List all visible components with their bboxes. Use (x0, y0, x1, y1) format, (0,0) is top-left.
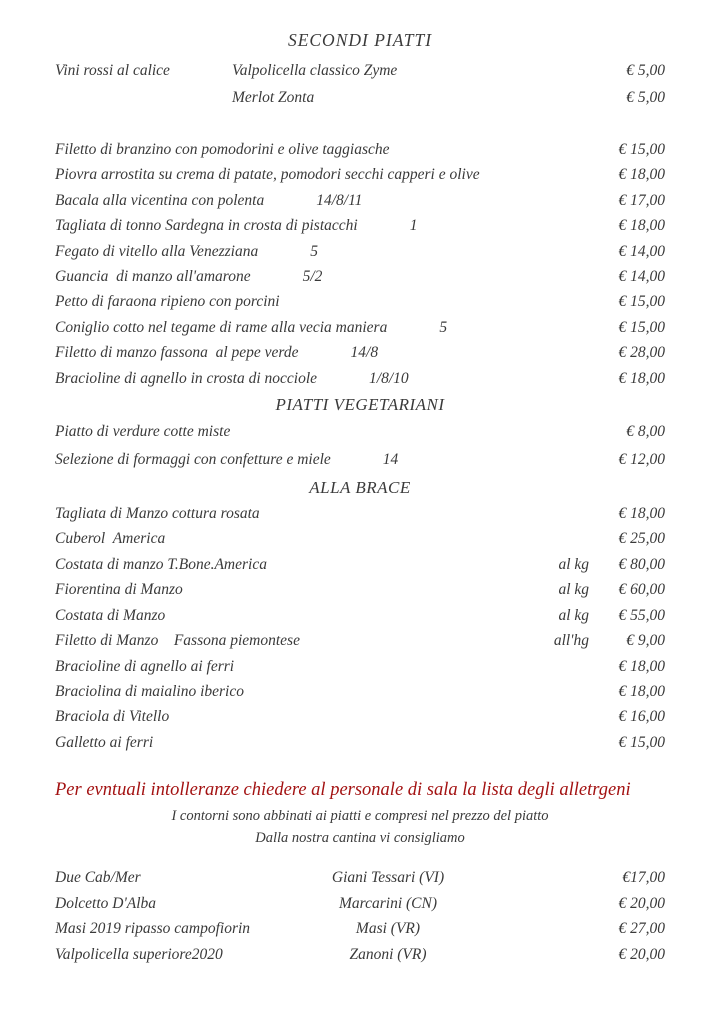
item-price: € 15,00 (618, 293, 665, 311)
bottle-wine-list (55, 865, 665, 967)
item-unit: al kg (558, 581, 589, 599)
menu-item-row (55, 137, 665, 162)
item-code: 1 (409, 217, 418, 235)
item-price: € 15,00 (618, 141, 665, 158)
item-name: Costata di manzo T.Bone.America (55, 555, 267, 573)
menu-item-row (55, 162, 665, 187)
menu-item-row (55, 628, 665, 653)
item-price: € 14,00 (618, 242, 665, 260)
wine-price: € 5,00 (626, 89, 665, 106)
bottle-price: €17,00 (622, 869, 665, 887)
allergen-notice: Per evntuali intolleranze chiedere al personale di sala la lista degli alletrgeni (55, 780, 631, 801)
item-name: Filetto di branzino con pomodorini e olive taggiasche (55, 141, 390, 158)
wine-name: Merlot Zonta (232, 89, 315, 106)
item-unit: al kg (558, 606, 589, 624)
item-name: Tagliata di tonno Sardegna in crosta di pistacchi (55, 217, 358, 235)
item-code: 14/8 (350, 344, 379, 362)
item-name: Selezione di formaggi con confetture e miele (55, 451, 331, 469)
page-title: SECONDI PIATTI (287, 30, 433, 50)
menu-item-row (55, 213, 665, 238)
item-price: € 18,00 (618, 505, 665, 523)
bottle-row (55, 916, 665, 942)
menu-item-row (55, 340, 665, 365)
bottle-name: Masi 2019 ripasso campofiorin (55, 920, 251, 938)
item-name: Filetto di manzo fassona al pepe verde (55, 344, 299, 362)
item-name: Guancia di manzo all'amarone (55, 268, 251, 286)
item-name: Bracioline di agnello ai ferri (55, 657, 235, 675)
bottle-price: € 20,00 (618, 945, 665, 963)
menu-item-row (55, 577, 665, 602)
item-code: 5/2 (302, 268, 323, 286)
item-price: € 18,00 (618, 657, 665, 675)
bottle-row (55, 865, 665, 891)
item-code: 14 (382, 451, 399, 469)
item-name: Bracioline di agnello in crosta di nocciole (55, 369, 318, 387)
wine-price: € 5,00 (626, 62, 665, 79)
secondi-section (55, 137, 665, 391)
item-name: Braciolina di maialino iberico (55, 682, 244, 700)
item-price: € 18,00 (618, 166, 665, 184)
item-code: 1/8/10 (369, 369, 409, 387)
item-price: € 14,00 (618, 268, 665, 286)
bottle-producer: Marcarini (CN) (338, 894, 438, 912)
item-price: € 8,00 (626, 423, 665, 441)
section-heading-brace: ALLA BRACE (309, 478, 411, 498)
wine-by-glass-row (55, 84, 665, 111)
item-name: Petto di faraona ripieno con porcini (55, 293, 280, 311)
item-price: € 28,00 (618, 344, 665, 362)
menu-item-row (55, 654, 665, 679)
wine-name: Valpolicella classico Zyme (232, 62, 398, 79)
item-unit: all'hg (553, 632, 589, 650)
menu-item-row (55, 679, 665, 704)
bottle-price: € 20,00 (618, 894, 665, 912)
bottle-producer: Masi (VR) (355, 920, 421, 938)
item-code: 5 (439, 318, 448, 336)
menu-item-row (55, 418, 665, 446)
sides-note: I contorni sono abbinati ai piatti e compresi nel prezzo del piatto (171, 808, 549, 825)
menu-item-row (55, 188, 665, 213)
bottle-producer: Zanoni (VR) (349, 945, 427, 963)
menu-item-row (55, 239, 665, 264)
item-price: € 18,00 (618, 682, 665, 700)
item-name: Piovra arrostita su crema di patate, pomodori secchi capperi e olive (55, 166, 480, 184)
menu-item-row (55, 264, 665, 289)
bottle-name: Valpolicella superiore2020 (55, 945, 223, 963)
item-price: € 60,00 (618, 581, 665, 599)
menu-item-row (55, 552, 665, 577)
bottle-name: Dolcetto D'Alba (55, 894, 157, 912)
item-name: Cuberol America (55, 530, 166, 548)
item-name: Costata di Manzo (55, 606, 166, 624)
menu-item-row (55, 289, 665, 314)
item-name: Filetto di Manzo Fassona piemontese (55, 632, 300, 650)
item-name: Piatto di verdure cotte miste (55, 423, 231, 441)
item-price: € 17,00 (618, 191, 665, 209)
item-price: € 55,00 (618, 606, 665, 624)
item-name: Braciola di Vitello (55, 708, 170, 726)
bottle-price: € 27,00 (618, 920, 665, 938)
item-price: € 18,00 (618, 369, 665, 387)
wine-by-glass-section (55, 57, 665, 111)
wine-by-glass-row (55, 57, 665, 84)
item-name: Fegato di vitello alla Venezziana (55, 242, 259, 260)
bottle-name: Due Cab/Mer (55, 869, 141, 887)
wine-by-glass-label: Vini rossi al calice (55, 62, 170, 79)
bottle-row (55, 942, 665, 968)
item-price: € 80,00 (618, 555, 665, 573)
item-price: € 18,00 (618, 217, 665, 235)
cellar-note: Dalla nostra cantina vi consigliamo (255, 830, 465, 847)
item-price: € 15,00 (618, 318, 665, 336)
menu-item-row (55, 315, 665, 340)
item-price: € 25,00 (618, 530, 665, 548)
section-heading-vegetariani: PIATTI VEGETARIANI (275, 395, 445, 415)
item-name: Tagliata di Manzo cottura rosata (55, 505, 260, 523)
bottle-producer: Giani Tessari (VI) (331, 869, 445, 887)
grill-section (55, 475, 665, 755)
item-name: Coniglio cotto nel tegame di rame alla vecia maniera (55, 318, 388, 336)
item-unit: al kg (558, 555, 589, 573)
menu-item-row (55, 730, 665, 755)
item-name: Bacala alla vicentina con polenta (55, 191, 265, 209)
item-price: € 16,00 (618, 708, 665, 726)
menu-item-row (55, 704, 665, 729)
bottle-row (55, 891, 665, 917)
menu-item-row (55, 501, 665, 526)
item-code: 14/8/11 (316, 191, 363, 209)
item-price: € 12,00 (618, 451, 665, 469)
item-name: Galletto ai ferri (55, 733, 154, 751)
item-price: € 9,00 (626, 632, 665, 650)
menu-item-row (55, 526, 665, 551)
menu-item-row (55, 446, 665, 474)
item-code: 5 (310, 242, 318, 260)
item-name: Fiorentina di Manzo (55, 581, 183, 599)
menu-item-row (55, 603, 665, 628)
item-price: € 15,00 (618, 733, 665, 751)
vegetarian-section (55, 392, 665, 474)
menu-item-row (55, 366, 665, 391)
